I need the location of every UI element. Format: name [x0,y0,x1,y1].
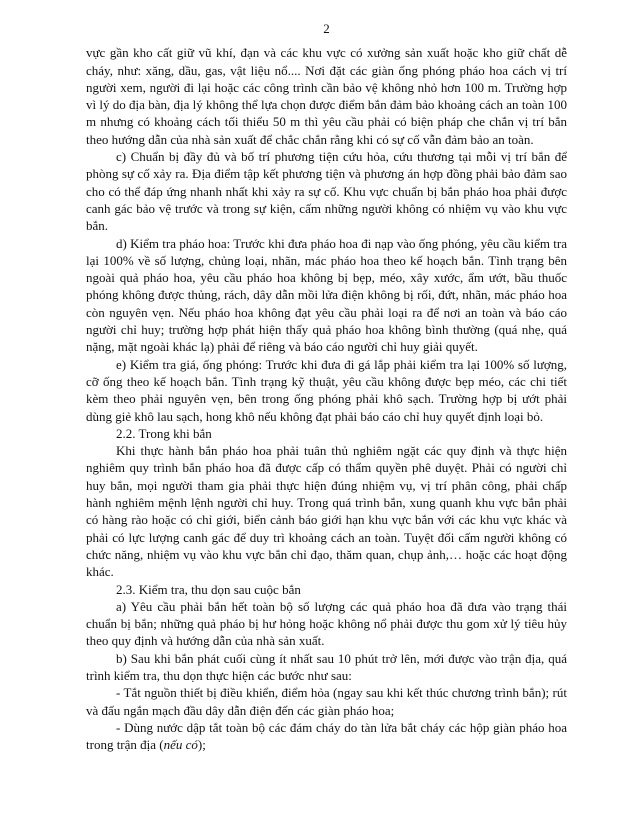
paragraph-extinguish-fires-italic: nếu có [163,737,198,753]
paragraph-extinguish-fires-text: - Dùng nước dập tắt toàn bộ các đám cháy do tàn lửa bắt cháy các hộp giàn pháo hoa trong trận địa ( [86,719,567,753]
paragraph-extinguish-fires [86,719,567,754]
paragraph-check-launchers: e) Kiểm tra giá, ống phóng: Trước khi đưa đi gá lắp phải kiểm tra lại 100% số lượng, cỡ ống theo kế hoạch bắn. Tình trạng kỹ thuật, yêu cầu không được bẹp méo, các chi tiết kèm theo phải nguyên vẹn, bên trong ống phóng phải khô sạch. Trường hợp bị ướt phải dùng giẻ khô lau sạch, hong khô nếu không đạt phải báo cáo chỉ huy quyết định loại bỏ. [86,356,567,424]
section-heading-during-firing: 2.2. Trong khi bắn [116,425,212,441]
paragraph-extinguish-fires-tail: ); [197,737,206,753]
paragraph-fire-equipment: c) Chuẩn bị đầy đủ và bố trí phương tiện cứu hỏa, cứu thương tại mỗi vị trí bắn để phòng sự cố xảy ra. Địa điểm tập kết phương tiện và phương án hợp đồng phải bảo đảm sao cho có thể đáp ứng nhanh nhất khi xảy ra sự cố. Khu vực chuẩn bị bắn pháo hoa phải được canh gác bảo vệ trước và trong sự kiện, cấm những người không có nhiệm vụ vào khu vực bắn. [86,149,567,234]
paragraph-site-distance: vực gần kho cất giữ vũ khí, đạn và các khu vực có xưởng sản xuất hoặc kho giữ chất dễ cháy, như: xăng, dầu, gas, vật liệu nổ.... Nơi đặt các giàn ống phóng pháo hoa cách vị trí người xem, người đi lại hoặc các công trình cần bảo vệ không nhỏ hơn 100 m. Trường hợp vì lý do địa bàn, địa lý không thể lựa chọn được điểm bắn đảm bảo khoảng cách an toàn 100 m nhưng có khoảng cách tối thiểu 50 m thì yêu cầu phải có biện pháp che chắn vị trí bắn theo hướng dẫn của nhà sản xuất để chắc chắn rằng khi có sự cố vẫn đảm bảo an toàn. [86,45,567,147]
page-number: 2 [323,21,330,36]
paragraph-during-firing: Khi thực hành bắn pháo hoa phải tuân thủ nghiêm ngặt các quy định và thực hiện nghiêm quy trình bắn pháo hoa đã được cấp có thẩm quyền phê duyệt. Phải có người chỉ huy bắn, mọi người tham gia phải thực hiện đúng nhiệm vụ, vị trí phân công, phải chấp hành nghiêm mệnh lệnh người chỉ huy. Trong quá trình bắn, xung quanh khu vực bắn phải có hàng rào hoặc có chỉ giới, biển cảnh báo giới hạn khu vực bắn với các khu vực khác và phải có lực lượng canh gác để duy trì khoảng cách an toàn. Tuyệt đối cấm người không có chức năng, nhiệm vụ vào khu vực bắn chỉ đạo, thăm quan, chụp ảnh,… hoặc các hoạt động khác. [86,443,567,580]
section-heading-after-firing: 2.3. Kiểm tra, thu dọn sau cuộc bắn [116,581,301,597]
paragraph-check-fireworks: d) Kiểm tra pháo hoa: Trước khi đưa pháo hoa đi nạp vào ống phóng, yêu cầu kiểm tra lại 100% về số lượng, chủng loại, nhãn, mác pháo hoa theo kế hoạch bắn. Tình trạng bên ngoài quả pháo hoa, yêu cầu pháo hoa không bị bẹp, méo, xây xước, ẩm ướt, bầu thuốc phóng không được thủng, rách, dây dẫn mồi lửa điện không bị rối, đứt, nhãn, mác pháo hoa còn nguyên vẹn. Nếu pháo hoa không đạt yêu cầu phải loại ra để nơi an toàn và báo cáo người chỉ huy; trường hợp phát hiện thấy quả pháo hoa không bình thường (quá nhẹ, quá nặng, mặt ngoài khác lạ) phải để riêng và báo cáo người chỉ huy giải quyết. [86,235,567,355]
paragraph-wait-before-entry: b) Sau khi bắn phát cuối cùng ít nhất sau 10 phút trở lên, mới được vào trận địa, quá trình kiểm tra, thu dọn thực hiện các bước như sau: [86,650,567,683]
paragraph-fire-all-shells: a) Yêu cầu phải bắn hết toàn bộ số lượng các quả pháo hoa đã đưa vào trạng thái chuẩn bị bắn; những quả pháo bị hư hỏng hoặc không nổ phải được thu gom xử lý tiêu hủy theo quy định và hướng dẫn của nhà sản xuất. [86,598,567,649]
paragraph-turn-off-power: - Tắt nguồn thiết bị điều khiển, điểm hỏa (ngay sau khi kết thúc chương trình bắn); rút và đấu ngắn mạch đầu dây dẫn điện đến các giàn pháo hoa; [86,685,567,718]
